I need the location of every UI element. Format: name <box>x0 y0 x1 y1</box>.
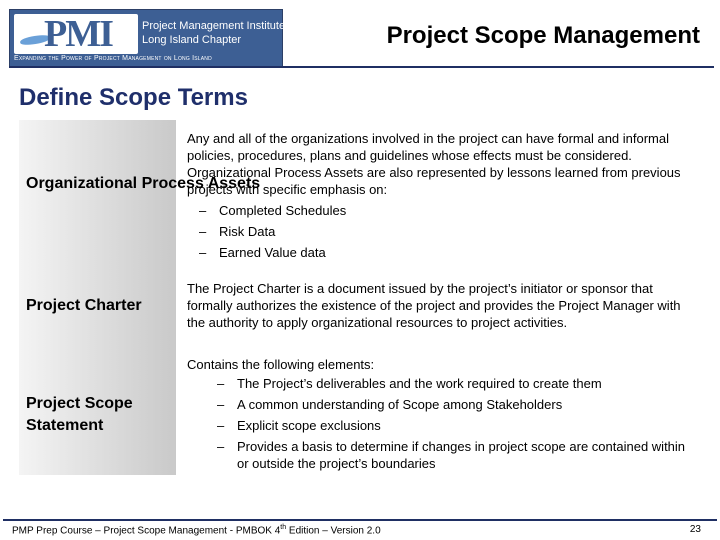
header-divider <box>9 66 714 68</box>
pmi-logo <box>9 9 286 67</box>
bullet-marker: – <box>217 439 225 454</box>
footer-divider <box>3 519 717 521</box>
bullet-marker: – <box>217 418 225 433</box>
bullet-marker: – <box>217 397 225 412</box>
list-item <box>187 438 697 472</box>
bullet-list <box>187 200 697 263</box>
list-item <box>187 375 697 392</box>
definition-organizational-process-assets <box>187 130 697 263</box>
list-item-text: The Project’s deliverables and the work required to create them <box>237 376 602 391</box>
page-number: 23 <box>689 524 701 535</box>
org-name: Project Management Institute <box>142 20 286 32</box>
definition-text: Contains the following elements: <box>187 357 375 372</box>
bullet-marker: – <box>217 376 225 391</box>
list-item <box>187 417 697 434</box>
list-item-text: A common understanding of Scope among Stakeholders <box>237 397 563 412</box>
pmi-logo-letters: PMI <box>44 13 112 55</box>
list-item-text: Risk Data <box>219 224 276 239</box>
footer-text <box>12 524 381 536</box>
term-project-scope-statement: Project Scope Statement <box>26 395 133 434</box>
term-organizational-process-assets: Organizational Process Assets <box>26 175 261 192</box>
bullet-marker: – <box>199 245 207 260</box>
definition-project-charter <box>187 280 697 331</box>
logo-tagline: Expanding the Power of Project Management on Long Island <box>14 55 212 62</box>
definition-text: The Project Charter is a document issued by the project’s initiator or sponsor that formally authorizes the existence of the project and provides the Project Manager with the authority to apply organizational resources to project activities. <box>187 281 681 330</box>
footer-text-start: PMP Prep Course – Project Scope Management - PMBOK 4 <box>12 525 281 537</box>
bullet-marker: – <box>199 224 207 239</box>
list-item-text: Earned Value data <box>219 245 326 260</box>
bullet-list <box>187 375 697 472</box>
list-item-text: Provides a basis to determine if changes in project scope are contained within or outside the project’s boundaries <box>237 439 686 471</box>
bullet-marker: – <box>199 203 207 218</box>
list-item-text: Completed Schedules <box>219 203 347 218</box>
footer-superscript: th <box>280 524 287 531</box>
definition-project-scope-statement <box>187 356 697 476</box>
list-item-text: Explicit scope exclusions <box>237 418 381 433</box>
list-item <box>187 396 697 413</box>
slide-title: Project Scope Management <box>386 22 700 49</box>
section-title: Define Scope Terms <box>19 84 248 111</box>
footer-text-end: Edition – Version 2.0 <box>286 525 381 537</box>
term-project-charter: Project Charter <box>26 297 142 314</box>
chapter-name: Long Island Chapter <box>142 34 242 46</box>
pmi-logo-mark <box>14 14 138 54</box>
list-item <box>187 242 697 263</box>
definition-text: Any and all of the organizations involved in the project can have formal and informal policies, procedures, plans and guidelines whose effects must be considered. Organizational Process Assets are also represented by lessons learned from previous projects with specific emphasis on: <box>187 131 681 197</box>
list-item <box>187 221 697 242</box>
list-item <box>187 200 697 221</box>
